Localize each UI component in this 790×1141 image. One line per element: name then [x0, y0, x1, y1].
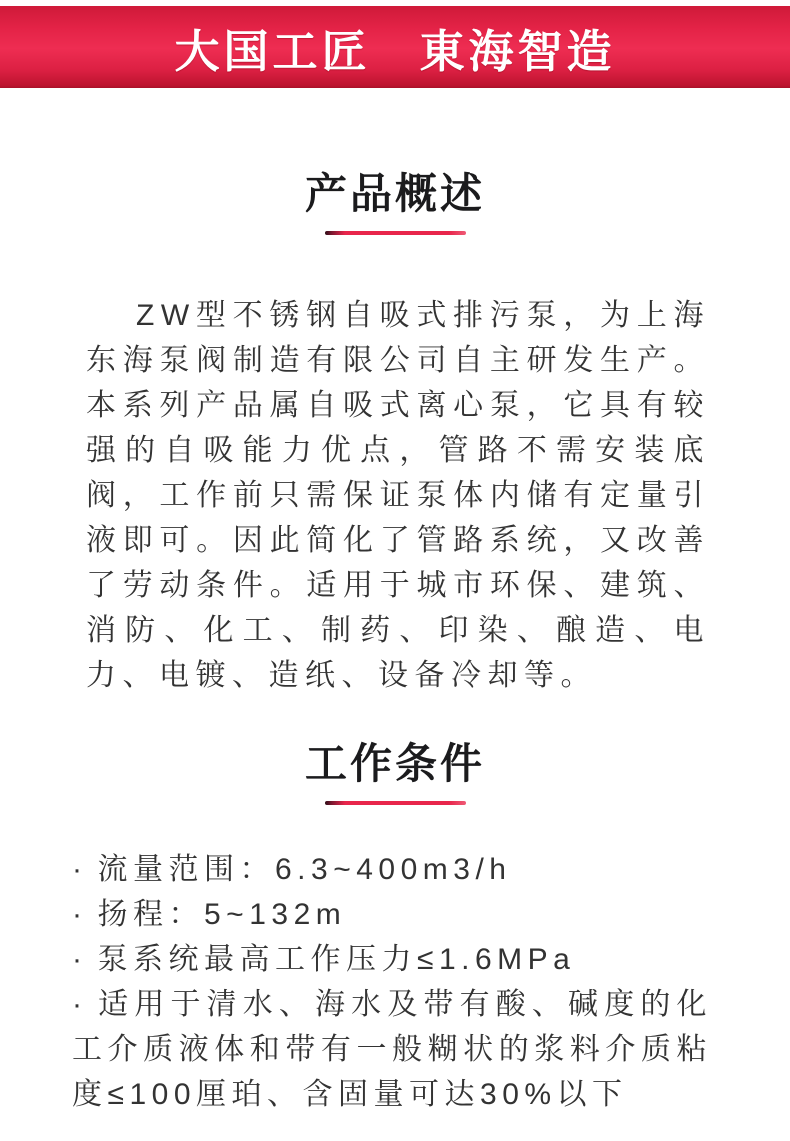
bullet-dot: ·: [72, 988, 88, 1021]
banner-title: 大国工匠 東海智造: [174, 25, 616, 77]
bullet-dot: ·: [72, 853, 88, 886]
condition-flow-range: 流量范围：6.3~400m3/h: [97, 853, 512, 886]
list-item: [72, 982, 712, 1117]
list-item: [72, 937, 712, 982]
list-item: [72, 847, 712, 892]
condition-applicable-media: 适用于清水、海水及带有酸、碱度的化工介质液体和带有一般糊状的浆料介质粘度≤100厘珀、含固量可达30%以下: [72, 988, 712, 1111]
overview-paragraph: ZW型不锈钢自吸式排污泵，为上海东海泵阀制造有限公司自主研发生产。本系列产品属自吸式离心泵，它具有较强的自吸能力优点，管路不需安装底阀，工作前只需保证泵体内储有定量引液即可。因此简化了管路系统，又改善了劳动条件。适用于城市环保、建筑、消防、化工、制药、印染、酿造、电力、电镀、造纸、设备冷却等。: [86, 299, 710, 692]
conditions-list: [72, 847, 712, 1117]
condition-max-pressure: 泵系统最高工作压力≤1.6MPa: [97, 943, 576, 976]
condition-head-range: 扬程：5~132m: [97, 898, 347, 931]
section-working-conditions: [0, 742, 790, 1117]
header-banner: [0, 6, 790, 88]
section-product-overview: [0, 172, 790, 698]
bullet-dot: ·: [72, 943, 88, 976]
working-conditions-heading: 工作条件: [304, 740, 485, 787]
list-item: [72, 892, 712, 937]
overview-heading: 产品概述: [304, 170, 485, 217]
bullet-dot: ·: [72, 898, 88, 931]
working-conditions-heading-underline: [325, 801, 466, 805]
product-description-page: [0, 6, 790, 1141]
overview-heading-underline: [325, 231, 466, 235]
